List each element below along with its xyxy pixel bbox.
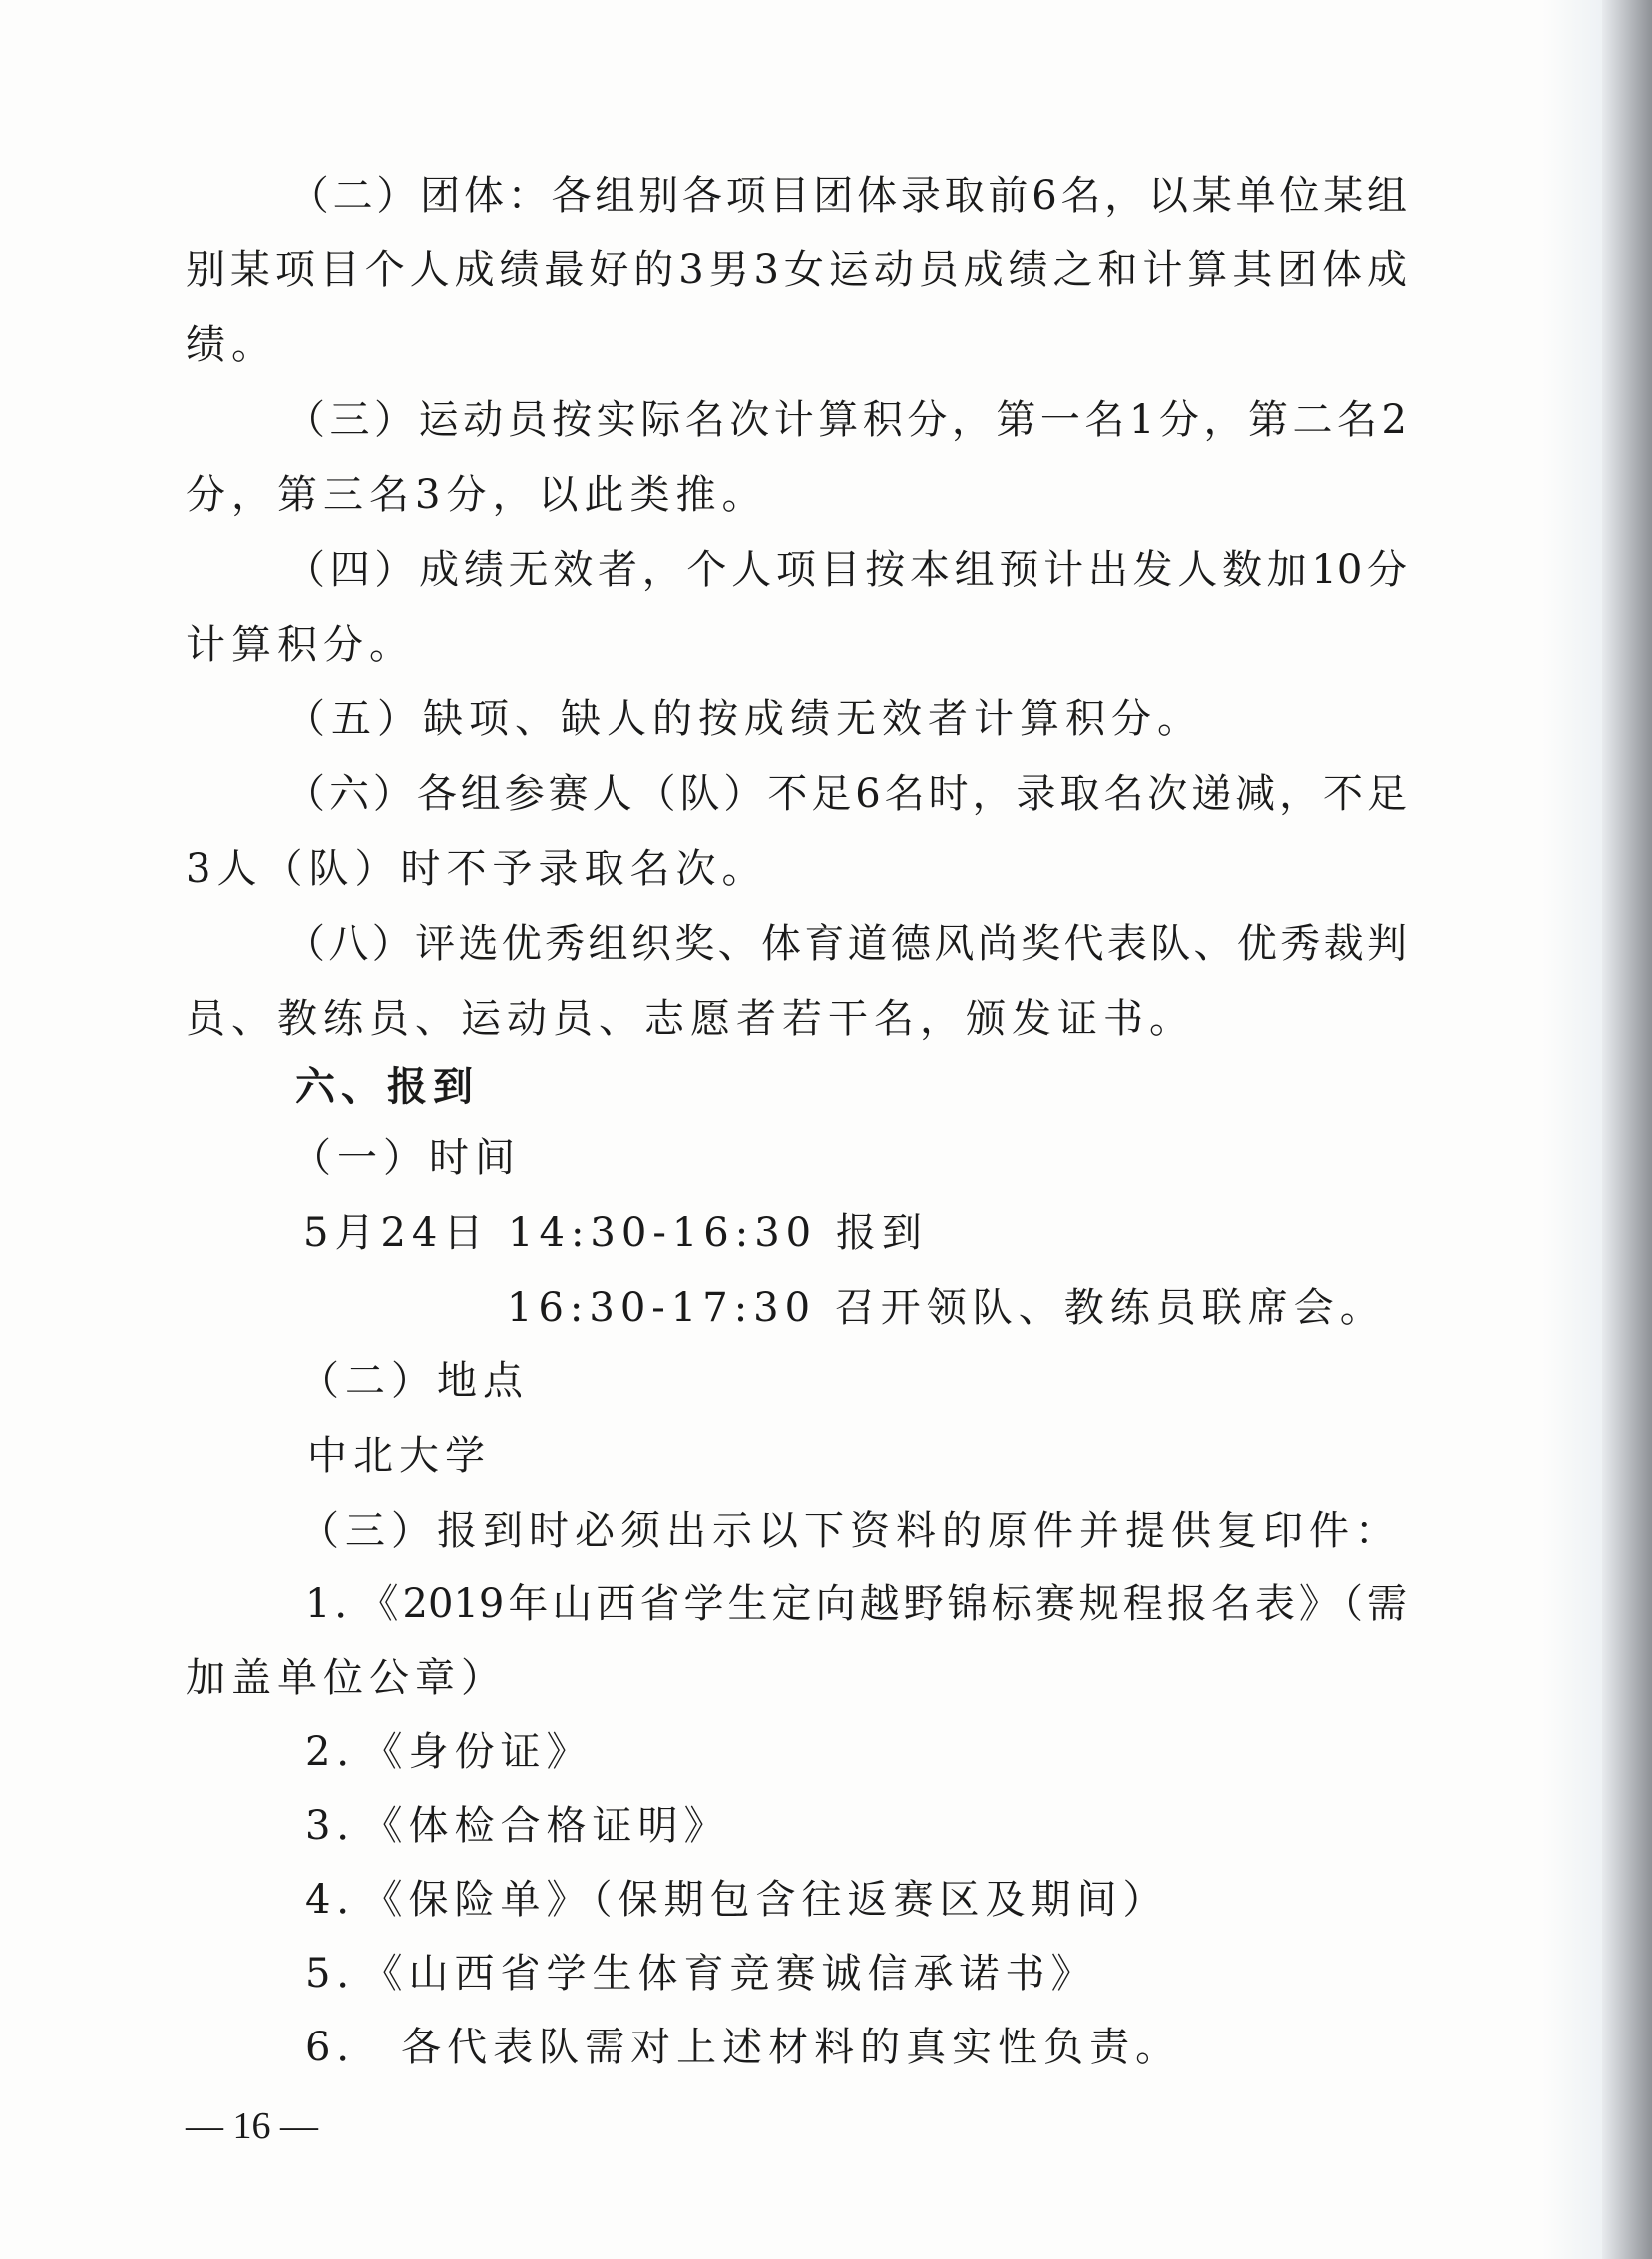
paragraph-points-line-2: 分，第三名3分，以此类推。 bbox=[186, 472, 768, 518]
materials-label: （三）报到时必须出示以下资料的原件并提供复印件： bbox=[299, 1508, 1401, 1554]
paragraph-team-line-2: 别某项目个人成绩最好的3男3女运动员成绩之和计算其团体成 bbox=[186, 247, 1407, 293]
materials-item-1-line-2: 加盖单位公章） bbox=[186, 1655, 507, 1701]
materials-item-6: 6． 各代表队需对上述材料的真实性负责。 bbox=[305, 2025, 1182, 2070]
paragraph-invalid-line-2: 计算积分。 bbox=[186, 622, 415, 668]
scan-shadow bbox=[1542, 0, 1602, 2259]
materials-item-3: 3．《体检合格证明》 bbox=[305, 1803, 730, 1849]
page-number: — 16 — bbox=[186, 2105, 318, 2147]
paragraph-team-line-3: 绩。 bbox=[186, 322, 277, 368]
materials-item-5: 5．《山西省学生体育竞赛诚信承诺书》 bbox=[305, 1951, 1097, 1997]
paragraph-awards-line-1: （八）评选优秀组织奖、体育道德风尚奖代表队、优秀裁判 bbox=[285, 921, 1407, 967]
scan-edge bbox=[1602, 0, 1652, 2259]
time-line-1: 5月24日 14:30-16:30 报到 bbox=[303, 1210, 928, 1256]
paragraph-team-text-1: （二）团体：各组别各项目团体录取前6名，以某单位某组 bbox=[285, 173, 1407, 219]
section-heading: 六、报到 bbox=[295, 1064, 479, 1110]
paragraph-points-line-1: （三）运动员按实际名次计算积分，第一名1分，第二名2 bbox=[285, 397, 1407, 443]
materials-item-4: 4．《保险单》（保期包含往返赛区及期间） bbox=[305, 1877, 1169, 1923]
paragraph-team-line-1 bbox=[186, 170, 1407, 222]
paragraph-awards-line-2: 员、教练员、运动员、志愿者若干名，颁发证书。 bbox=[186, 996, 1195, 1042]
time-line-2: 16:30-17:30 召开领队、教练员联席会。 bbox=[507, 1285, 1386, 1331]
paragraph-invalid-line-1: （四）成绩无效者，个人项目按本组预计出发人数加10分 bbox=[285, 547, 1407, 593]
materials-item-1-line-1: 1．《2019年山西省学生定向越野锦标赛规程报名表》（需 bbox=[305, 1581, 1407, 1627]
paragraph-missing-line-1: （五）缺项、缺人的按成绩无效者计算积分。 bbox=[285, 696, 1203, 742]
materials-item-2: 2．《身份证》 bbox=[305, 1729, 593, 1775]
paragraph-under6-line-2: 3人（队）时不予录取名次。 bbox=[186, 846, 768, 892]
time-label: （一）时间 bbox=[291, 1135, 521, 1181]
place-value: 中北大学 bbox=[307, 1433, 491, 1479]
place-label: （二）地点 bbox=[299, 1358, 529, 1404]
paragraph-under6-line-1: （六）各组参赛人（队）不足6名时，录取名次递减，不足 bbox=[285, 771, 1407, 817]
